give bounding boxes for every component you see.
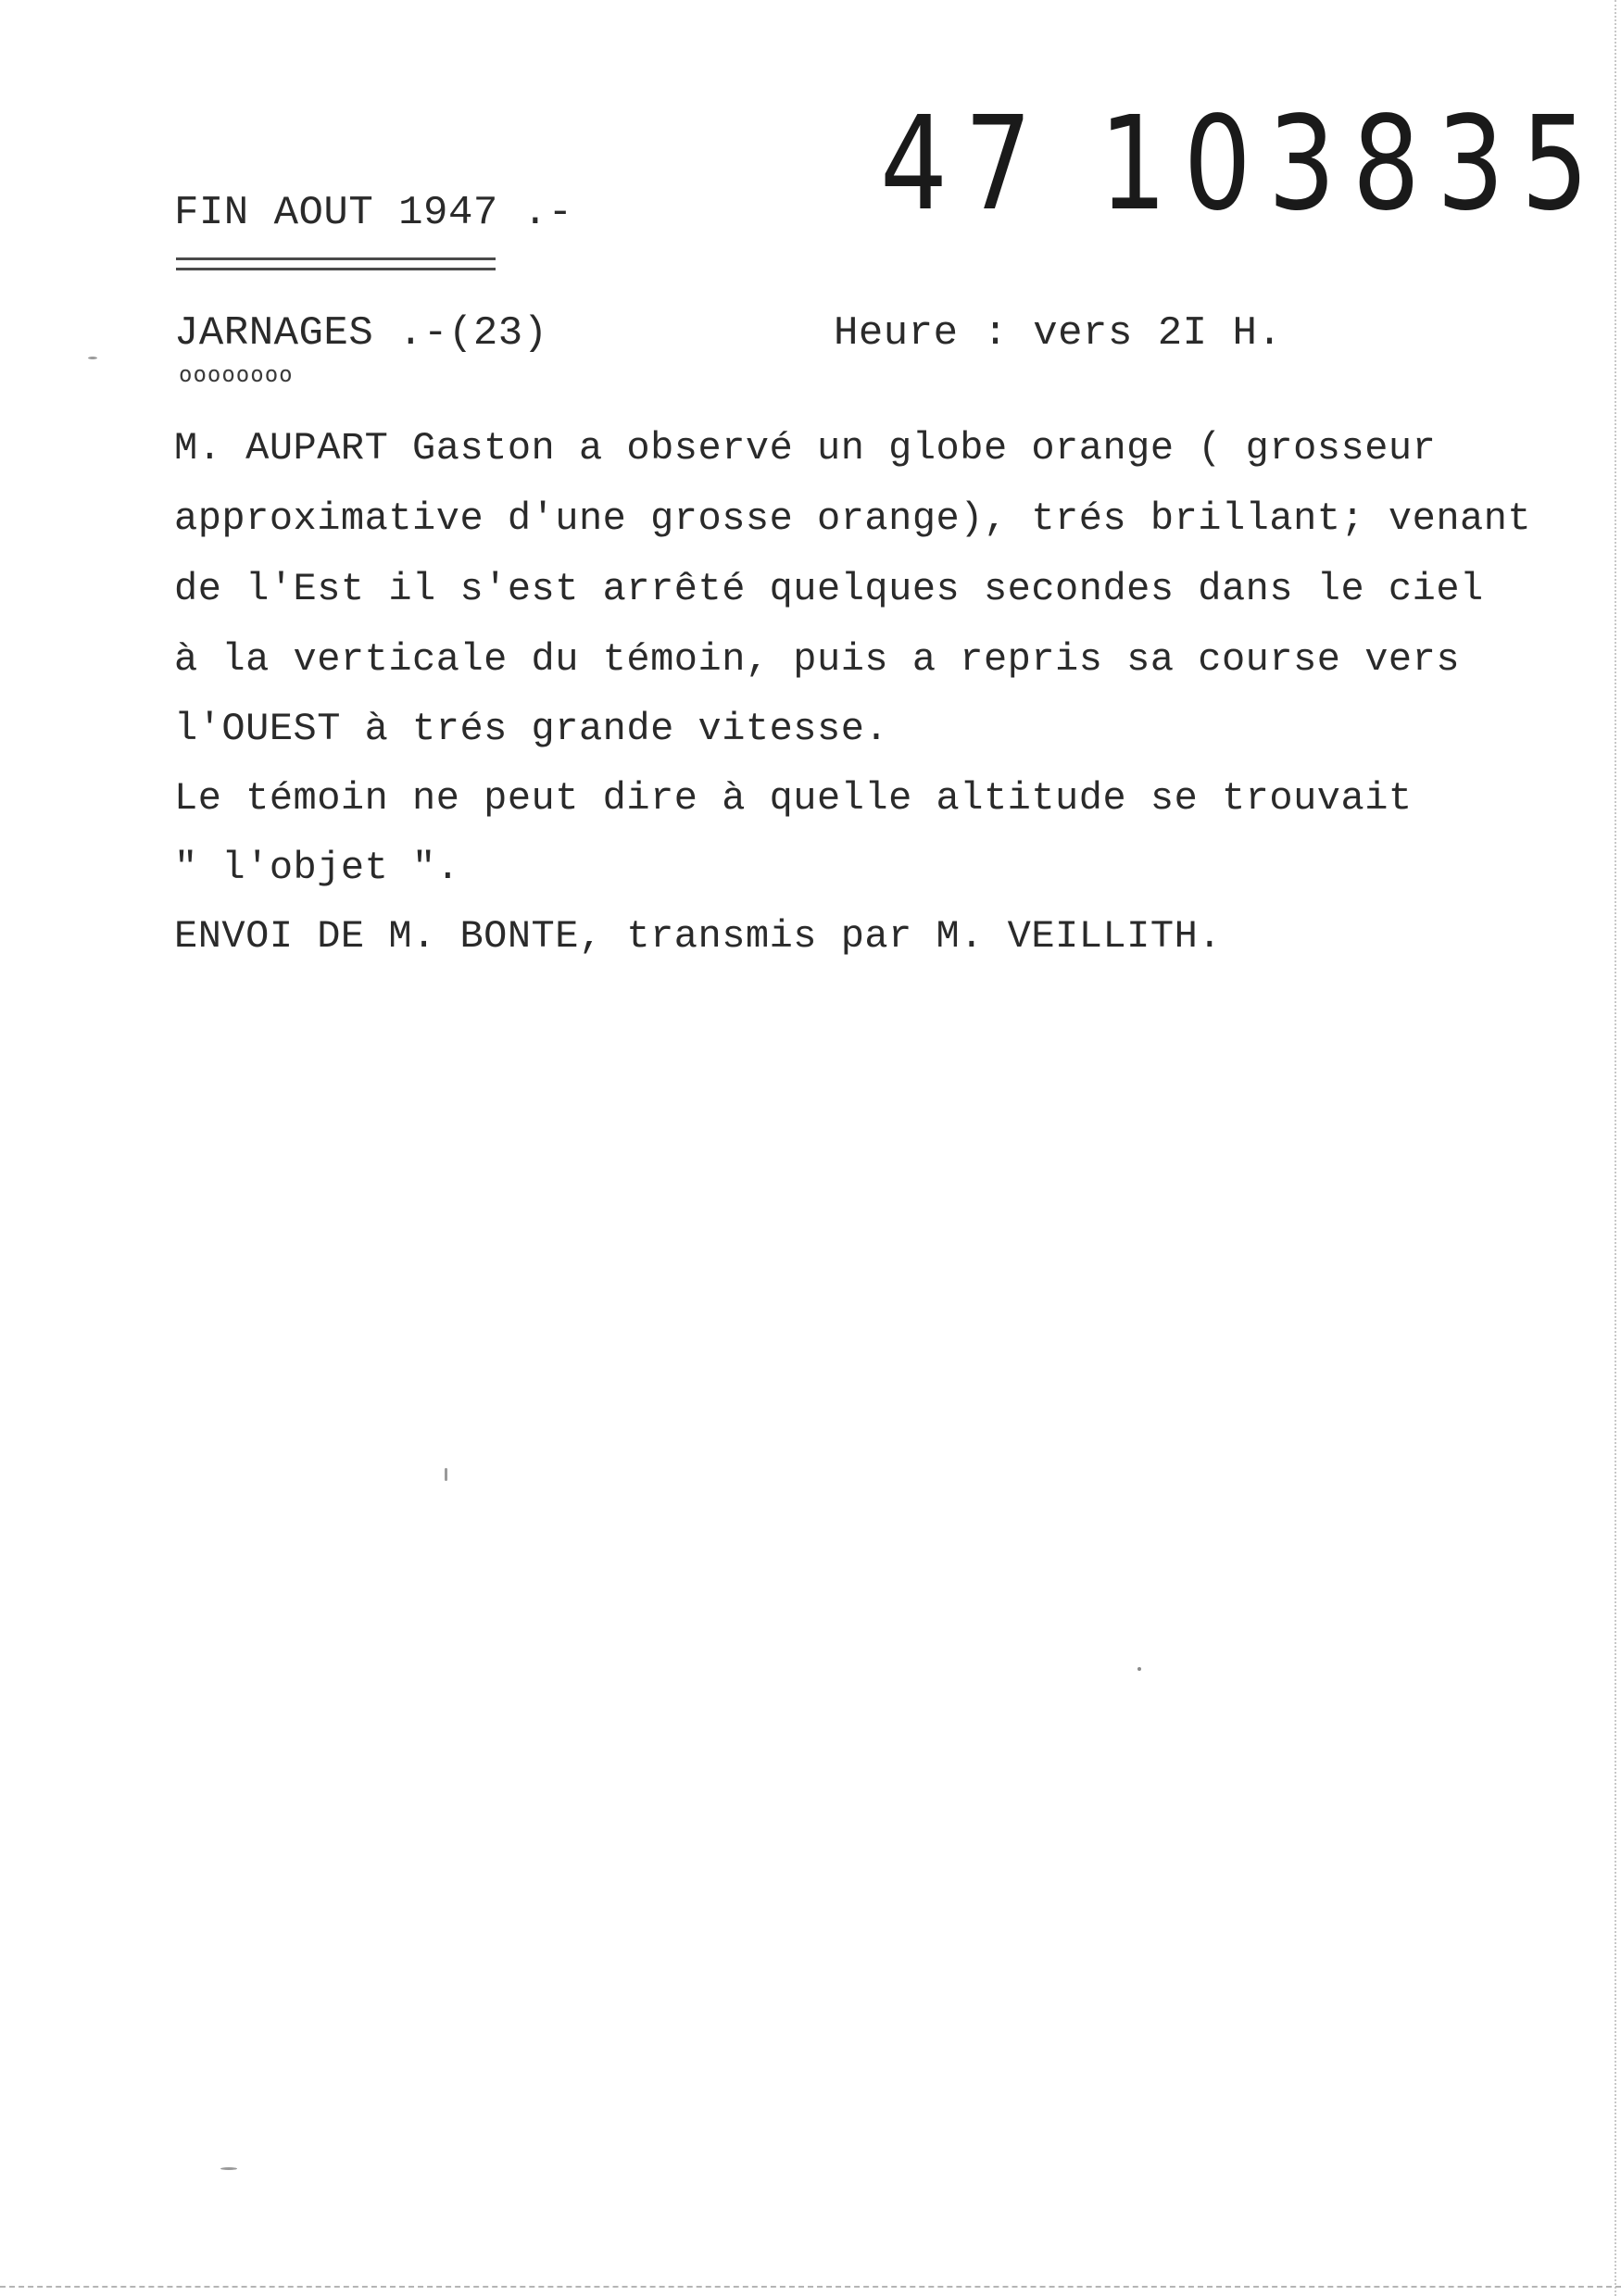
body-line: Le témoin ne peut dire à quelle altitude se trouvait [174, 776, 1413, 821]
body-line: à la verticale du témoin, puis a repris sa course vers [174, 637, 1461, 682]
body-line: de l'Est il s'est arrêté quelques secondes dans le ciel [174, 567, 1484, 611]
body-line: " l'objet ". [174, 846, 460, 890]
body-line: l'OUEST à trés grande vitesse. [174, 707, 889, 751]
body-line: M. AUPART Gaston a observé un globe orange ( grosseur [174, 426, 1437, 470]
page-edge [1615, 0, 1616, 2296]
hour-text: Heure : vers 2I H. [834, 310, 1283, 357]
scan-speck [1137, 1667, 1141, 1671]
date-heading: FIN AOUT 1947 .- [174, 190, 573, 236]
body-line: ENVOI DE M. BONTE, transmis par M. VEILLITH. [174, 914, 1222, 959]
scan-mark [88, 357, 97, 359]
place-heading: JARNAGES .-(23) [174, 310, 548, 357]
page-bottom-edge [0, 2286, 1621, 2288]
date-double-underline [176, 257, 496, 270]
body-line: approximative d'une grosse orange), trés brillant; venant [174, 496, 1532, 541]
scan-mark [445, 1468, 447, 1481]
scan-mark [220, 2167, 237, 2170]
place-underline: oooooooo [179, 361, 294, 387]
reference-number: 47 103835 [880, 89, 1606, 240]
